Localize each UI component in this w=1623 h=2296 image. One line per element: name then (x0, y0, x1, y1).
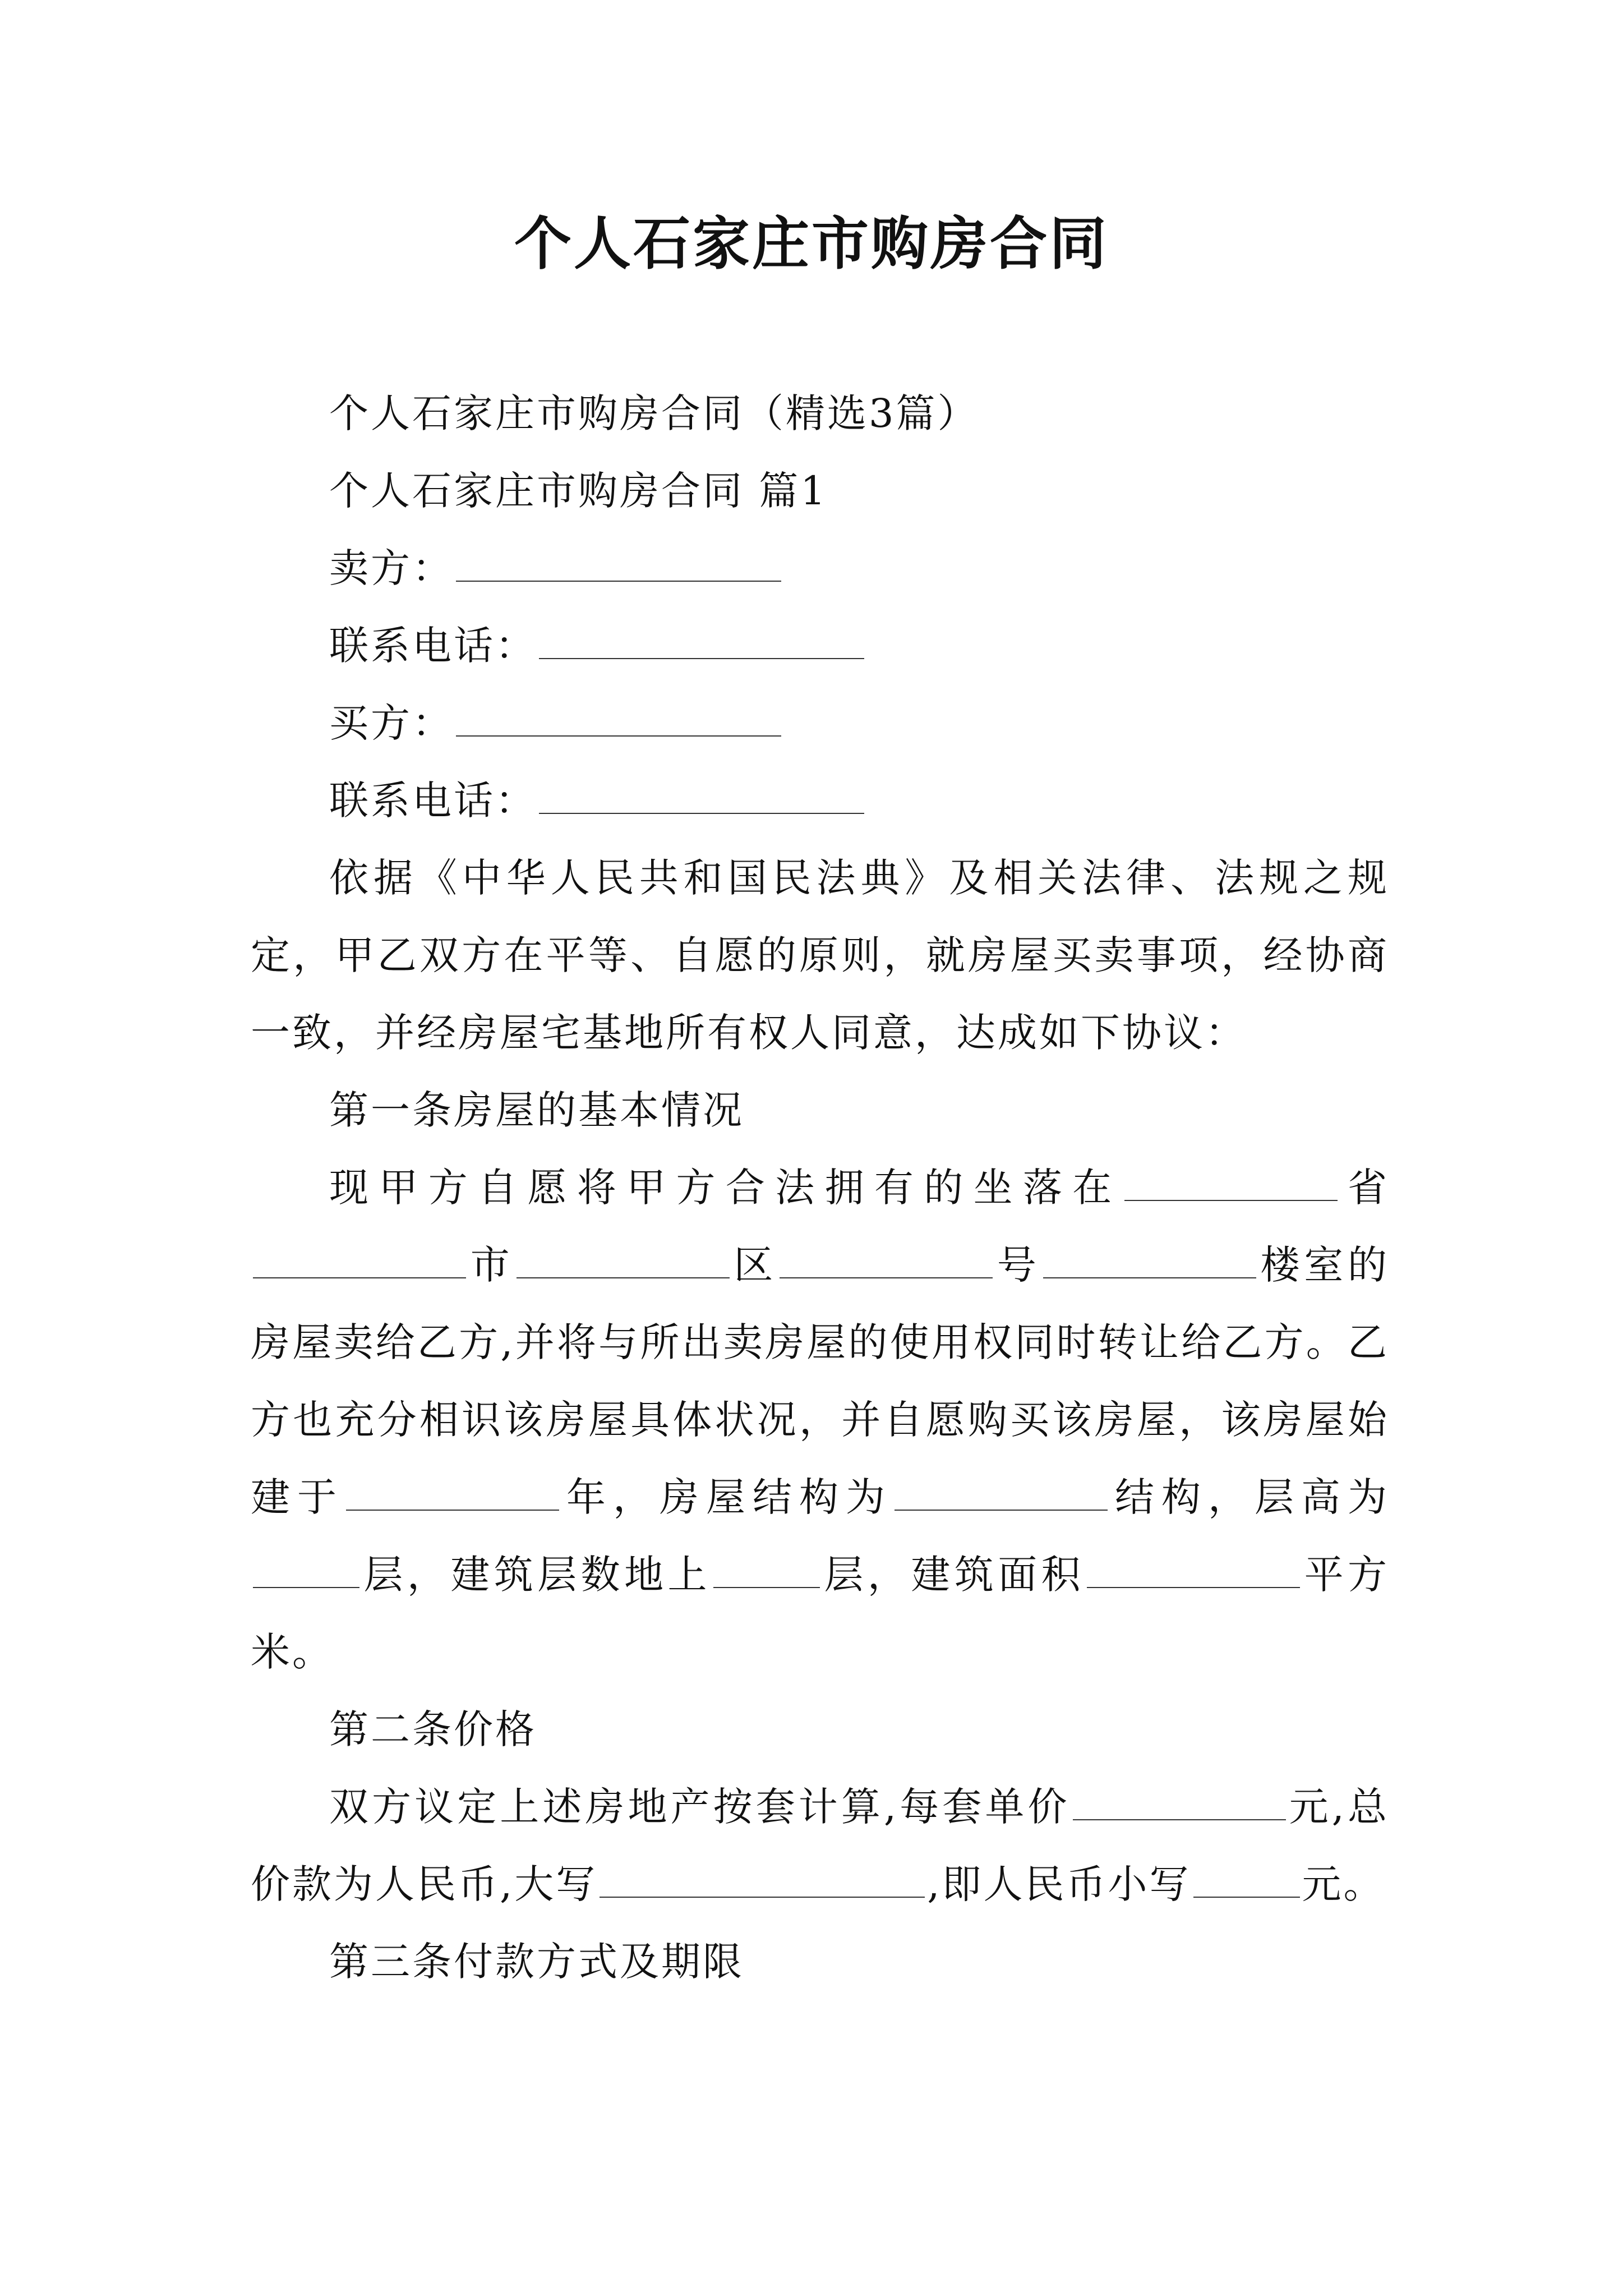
seller-label: 卖方： (329, 545, 454, 591)
total-capital-blank (600, 1864, 925, 1898)
building-blank (1043, 1245, 1256, 1278)
seller-phone-blank (539, 625, 864, 659)
district-blank (517, 1245, 730, 1278)
article1-text-h: 结构，层高为 (1110, 1474, 1389, 1520)
city-blank (253, 1245, 466, 1278)
floor-height-blank (253, 1554, 359, 1588)
buyer-blank (456, 703, 781, 737)
article1-text-b: 省 (1339, 1165, 1390, 1211)
article1-text-g: 年，房屋结构为 (561, 1474, 892, 1520)
unit-price-blank (1073, 1787, 1286, 1820)
article3-heading: 第三条付款方式及期限 (329, 1939, 744, 1985)
document-body (251, 375, 1389, 2000)
total-numeric-blank (1193, 1864, 1300, 1898)
seller-line (251, 530, 1389, 607)
structure-blank (895, 1477, 1108, 1511)
province-blank (1124, 1167, 1338, 1201)
buyer-phone-line (251, 762, 1389, 839)
article2-text-b: 元,总价款为人民币,大写 (251, 1784, 1389, 1907)
article2-heading: 第二条价格 (329, 1706, 537, 1752)
article1-text-c: 市 (468, 1242, 514, 1288)
seller-phone-label: 联系电话： (329, 623, 537, 669)
article1-text-k: 平方米。 (251, 1552, 1390, 1675)
article2-paragraph (251, 1768, 1389, 1923)
article2-text-c: ,即人民币小写 (927, 1861, 1191, 1907)
number-blank (780, 1245, 993, 1278)
document-title: 个人石家庄市购房合同 (514, 210, 1109, 278)
buyer-line (251, 684, 1389, 762)
section-heading: 个人石家庄市购房合同 篇1 (329, 468, 828, 514)
article2-text-a: 双方议定上述房地产按套计算,每套单价 (329, 1784, 1071, 1830)
subtitle: 个人石家庄市购房合同（精选3篇） (329, 390, 979, 436)
article1-text-i: 层，建筑层数地上 (362, 1552, 711, 1598)
seller-blank (456, 548, 781, 582)
article1-heading: 第一条房屋的基本情况 (329, 1087, 744, 1133)
article2-text-d: 元。 (1302, 1861, 1385, 1907)
buyer-phone-label: 联系电话： (329, 777, 537, 823)
build-year-blank (346, 1477, 559, 1511)
area-blank (1087, 1554, 1300, 1588)
article1-text-d: 区 (731, 1242, 778, 1288)
article1-paragraph (251, 1149, 1389, 1691)
article1-text-a: 现甲方自愿将甲方合法拥有的坐落在 (329, 1165, 1122, 1211)
buyer-label: 买方： (329, 700, 454, 746)
article1-text-j: 层，建筑面积 (822, 1552, 1085, 1598)
buyer-phone-blank (539, 780, 864, 814)
floors-above-blank (713, 1554, 820, 1588)
article1-text-e: 号 (995, 1242, 1041, 1288)
article1-text-f: 楼室的房屋卖给乙方,并将与所出卖房屋的使用权同时转让给乙方。乙方也充分相识该房屋具体状况，并自愿购买该房屋，该房屋始建于 (251, 1242, 1390, 1520)
seller-phone-line (251, 607, 1389, 684)
preamble-paragraph: 依据《中华人民共和国民法典》及相关法律、法规之规定，甲乙双方在平等、自愿的原则，就房屋买卖事项，经协商一致，并经房屋宅基地所有权人同意，达成如下协议： (251, 855, 1389, 1056)
